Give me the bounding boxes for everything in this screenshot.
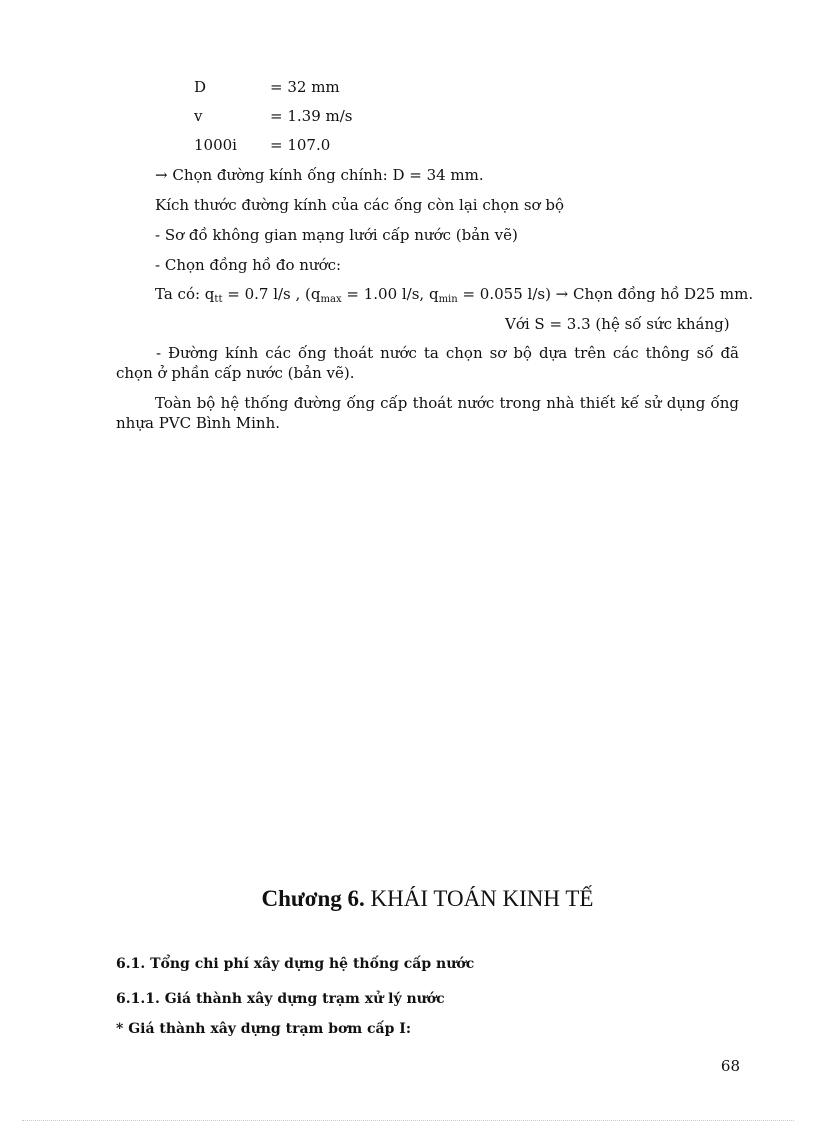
space-diagram-line: - Sơ đồ không gian mạng lưới cấp nước (bản vẽ) xyxy=(155,226,518,244)
chapter-title xyxy=(0,884,816,914)
subscript-tt: tt xyxy=(214,294,223,305)
meter-text: = 1.00 l/s, q xyxy=(341,285,439,303)
footer-divider xyxy=(22,1120,794,1121)
meter-text: = 0.7 l/s , (q xyxy=(222,285,321,303)
meter-text: Ta có: q xyxy=(155,285,215,303)
param-label: 1000i xyxy=(194,136,237,154)
section-heading: 6.1. Tổng chi phí xây dựng hệ thống cấp nước xyxy=(116,956,475,972)
param-value: = 32 mm xyxy=(270,78,340,96)
chapter-name: KHÁI TOÁN KINH TẾ xyxy=(370,886,594,911)
subsection-heading: 6.1.1. Giá thành xây dựng trạm xử lý nước xyxy=(116,991,445,1007)
param-label: v xyxy=(194,107,203,125)
resistance-line: Với S = 3.3 (hệ số sức kháng) xyxy=(505,315,730,333)
param-label: D xyxy=(194,78,207,96)
meter-select-line: - Chọn đồng hồ đo nước: xyxy=(155,256,342,274)
pvc-text: Toàn bộ hệ thống đường ống cấp thoát nước trong nhà thiết kế sử dụng ống nhựa PVC Bình Minh. xyxy=(116,394,739,432)
drain-paragraph: - Đường kính các ống thoát nước ta chọn sơ bộ dựa trên các thông số đã chọn ở phần cấp nước (bản vẽ). xyxy=(116,344,739,382)
subscript-max: max xyxy=(320,294,342,305)
chapter-number: Chương 6. xyxy=(261,886,365,911)
meter-text: = 0.055 l/s) → Chọn đồng hồ D25 mm. xyxy=(457,285,754,303)
param-value: = 1.39 m/s xyxy=(270,107,353,125)
main-pipe-line: → Chọn đường kính ống chính: D = 34 mm. xyxy=(155,166,484,184)
remaining-pipes-line: Kích thước đường kính của các ống còn lại chọn sơ bộ xyxy=(155,196,564,214)
pvc-paragraph xyxy=(116,393,739,433)
subscript-min: min xyxy=(438,294,458,305)
meter-calc-line xyxy=(155,284,753,310)
item-heading: * Giá thành xây dựng trạm bơm cấp I: xyxy=(116,1021,411,1037)
page-number: 68 xyxy=(720,1057,740,1075)
param-value: = 107.0 xyxy=(270,136,331,154)
